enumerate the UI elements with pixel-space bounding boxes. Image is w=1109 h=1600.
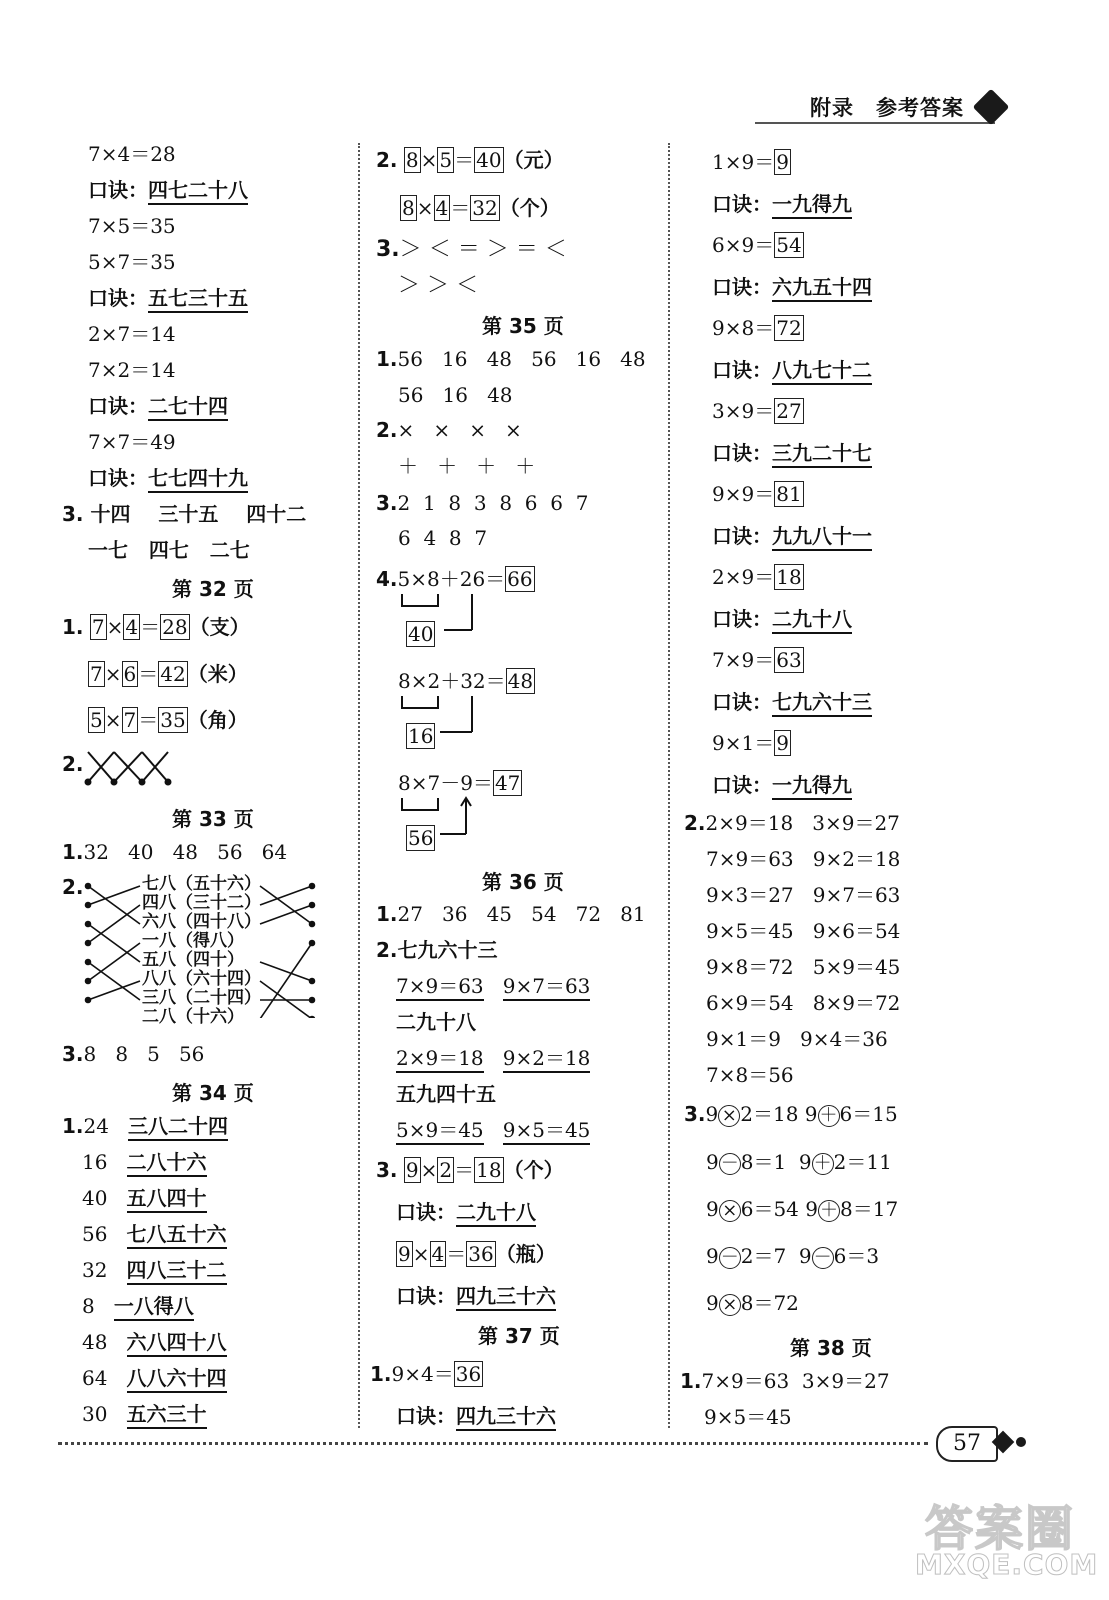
c3-q2-row: 9×3＝27 9×7＝63 [706, 883, 901, 907]
p33-q2-label: 2. [62, 875, 84, 899]
c3-q3-row: 9 － 2＝7 9 － 6＝3 [706, 1244, 880, 1268]
c3-q3-row: 9 － 8＝1 9 ＋ 2＝11 [706, 1150, 892, 1174]
p32-q1-row-2: 7 × 6 ＝ 42 （米） [90, 662, 248, 686]
equation: 2×7＝14 [88, 322, 176, 346]
section-heading-p32: 第 32 页 [172, 577, 254, 601]
section-heading-p34: 第 34 页 [172, 1081, 254, 1105]
p32-q2-matching-lines [84, 748, 174, 788]
list-item: 七八（五十六） [142, 874, 261, 894]
p34-row: 30 五六三十 [82, 1400, 207, 1428]
column-divider-2 [668, 143, 670, 1428]
c3-q3-row: 3.9 × 2＝18 9 ＋ 6＝15 [684, 1102, 898, 1126]
header-rule [755, 122, 995, 124]
c3-eq: 1×9＝ 9 [712, 150, 789, 174]
p32-q1-row-1: 1. 7 × 4 ＝ 28 （支） [62, 615, 250, 639]
p35-q4-a-mid: 40 [408, 622, 434, 646]
koujue-line: 口诀：一九得九 [712, 190, 852, 218]
header-diamond-icon [973, 89, 1010, 126]
footer-dot-icon [1016, 1437, 1026, 1447]
koujue-line: 口诀：八九七十二 [712, 356, 872, 384]
c3-eq: 7×9＝ 63 [712, 648, 802, 672]
p35-q4-b: 8×2＋32＝ 48 [398, 669, 534, 693]
p35-q2-row-1: 2.× × × × [376, 418, 522, 442]
list-item: 六八（四十八） [142, 912, 261, 932]
p35-q4-c: 8×7－9＝ 47 [398, 771, 521, 795]
c3-q2-row: 6×9＝54 8×9＝72 [706, 991, 901, 1015]
p37-q1: 1.9×4＝ 36 [370, 1362, 482, 1386]
p36-q2-eq3: 5×9＝45 9×5＝45 [396, 1116, 590, 1144]
p35-q4-c-mid: 56 [408, 826, 434, 850]
koujue-line: 口诀：二七十四 [88, 392, 228, 420]
p36-q2-k2: 二九十八 [396, 1010, 476, 1034]
p34-row: 16 二八十六 [82, 1148, 207, 1176]
minus-circle-icon: － [720, 1152, 739, 1174]
equation: 5×7＝35 [88, 250, 176, 274]
list-item: 五八（四十） [142, 950, 244, 970]
minus-circle-icon: － [720, 1246, 739, 1268]
p35-q1-row-2: 56 16 48 [398, 383, 513, 407]
times-circle-icon: × [719, 1294, 741, 1316]
koujue-line: 口诀：九九八十一 [712, 522, 872, 550]
p35-q4-b-mid: 16 [408, 724, 434, 748]
c3-eq: 9×8＝ 72 [712, 316, 802, 340]
koujue-line: 口诀：七九六十三 [712, 688, 872, 716]
koujue-line: 口诀：四九三十六 [396, 1402, 556, 1430]
p36-q2-eq1: 7×9＝63 9×7＝63 [396, 972, 590, 1000]
c3-q2-row: 9×5＝45 9×6＝54 [706, 919, 901, 943]
list-item: 三八（二十四） [142, 988, 261, 1008]
c3-eq: 2×9＝ 18 [712, 565, 802, 589]
times-circle-icon: × [719, 1200, 741, 1222]
equation: 7×2＝14 [88, 358, 176, 382]
koujue-line: 口诀：一九得九 [712, 771, 852, 799]
c3-q2-row: 7×9＝63 9×2＝18 [706, 847, 901, 871]
header-appendix: 附录 [810, 96, 854, 120]
p33-q1: 1.32 40 48 56 64 [62, 840, 288, 864]
c3-eq: 6×9＝ 54 [712, 233, 802, 257]
koujue-line: 口诀：五七三十五 [88, 284, 248, 312]
p35-q3-row-2: 6 4 8 7 [398, 526, 488, 550]
list-item: 八八（六十四） [142, 969, 261, 989]
p34-row: 56 七八五十六 [82, 1220, 227, 1248]
list-item: 四八（三十二） [142, 893, 261, 913]
c3-q2-row: 7×8＝56 [706, 1063, 794, 1087]
p32-q2-label: 2. [62, 752, 84, 776]
p36-q1: 1.27 36 45 54 72 81 [376, 902, 646, 926]
koujue-line: 口诀：四七二十八 [88, 176, 248, 204]
column-divider-1 [358, 143, 360, 1428]
koujue-line: 口诀：六九五十四 [712, 273, 872, 301]
p34-row: 1.24 三八二十四 [62, 1112, 228, 1140]
section-heading-p35: 第 35 页 [482, 314, 564, 338]
p34-row: 64 八八六十四 [82, 1364, 227, 1392]
p35-q2-row-2: ＋ ＋ ＋ ＋ [398, 454, 536, 478]
c3-q3-row: 9 × 6＝54 9 ＋ 8＝17 [706, 1197, 899, 1221]
c2-q3-row-2: ＞ ＞ ＜ [398, 273, 479, 298]
list-item: 一八（得八） [142, 931, 244, 951]
p35-q3-row-1: 3.2 1 8 3 8 6 6 7 [376, 491, 589, 515]
footer-dotted-rule [58, 1442, 928, 1445]
p35-q4-a: 4.5×8＋26＝ 66 [376, 567, 533, 591]
c3-q2-row: 9×8＝72 5×9＝45 [706, 955, 901, 979]
equation: 7×4＝28 [88, 142, 176, 166]
c3-q2-row: 9×1＝9 9×4＝36 [706, 1027, 888, 1051]
p33-q2-matching-lines [80, 878, 320, 1018]
header-answers: 参考答案 [876, 96, 964, 120]
p38-q1-row-1: 1.7×9＝63 3×9＝27 [680, 1369, 890, 1393]
c2-q2-row-2: 8 × 4 ＝ 32 （个） [402, 196, 560, 220]
section-heading-p37: 第 37 页 [478, 1324, 560, 1348]
koujue-line: 口诀：二九十八 [396, 1198, 536, 1226]
c2-q3-row-1: 3.＞ ＜ ＝ ＞ ＝ ＜ [376, 237, 567, 262]
c2-q2-row-1: 2. 8 × 5 ＝ 40 （元） [376, 148, 564, 172]
watermark-url: MXQE.COM [915, 1548, 1099, 1581]
c3-q2-row: 2.2×9＝18 3×9＝27 [684, 811, 900, 835]
p34-row: 40 五八四十 [82, 1184, 207, 1212]
koujue-line: 口诀：七七四十九 [88, 464, 248, 492]
p38-q1-row-2: 9×5＝45 [704, 1405, 792, 1429]
p33-q3: 3.8 8 5 56 [62, 1042, 205, 1066]
p36-q3-b: 9 × 4 ＝ 36 （瓶） [398, 1242, 556, 1266]
koujue-line: 口诀：四九三十六 [396, 1282, 556, 1310]
list-item: 二八（十六） [142, 1007, 244, 1027]
p34-row: 32 四八三十二 [82, 1256, 227, 1284]
times-circle-icon: × [718, 1105, 740, 1127]
c3-eq: 9×9＝ 81 [712, 482, 802, 506]
p36-q2-eq2: 2×9＝18 9×2＝18 [396, 1044, 590, 1072]
section-heading-p36: 第 36 页 [482, 870, 564, 894]
page-header [810, 92, 964, 122]
p34-row: 48 六八四十八 [82, 1328, 227, 1356]
c3-q3-row: 9 × 8＝72 [706, 1291, 799, 1315]
p32-q1-row-3: 5 × 7 ＝ 35 （角） [90, 708, 248, 732]
plus-circle-icon: ＋ [819, 1104, 838, 1126]
p36-q3-a: 3. 9 × 2 ＝ 18 （个） [376, 1158, 564, 1182]
p36-q2-k3: 五九四十五 [396, 1082, 496, 1106]
question-3-row-1: 3. 十四 三十五 四十二 [62, 502, 307, 526]
equation: 7×7＝49 [88, 430, 176, 454]
p34-row: 8 一八得八 [82, 1292, 194, 1320]
koujue-line: 口诀：三九二十七 [712, 439, 872, 467]
koujue-line: 口诀：二九十八 [712, 605, 852, 633]
c3-eq: 3×9＝ 27 [712, 399, 802, 423]
c3-eq: 9×1＝ 9 [712, 731, 789, 755]
equation: 7×5＝35 [88, 214, 176, 238]
plus-circle-icon: ＋ [813, 1152, 832, 1174]
question-3-row-2: 一七 四七 二七 [88, 538, 250, 562]
section-heading-p38: 第 38 页 [790, 1336, 872, 1360]
watermark-logo: 答案圈 [925, 1501, 1076, 1557]
p35-q1-row-1: 1.56 16 48 56 16 48 [376, 347, 646, 371]
plus-circle-icon: ＋ [820, 1199, 839, 1221]
page-number: 57 [936, 1426, 998, 1462]
p36-q2-k1: 2.七九六十三 [376, 938, 498, 962]
minus-circle-icon: － [813, 1246, 832, 1268]
section-heading-p33: 第 33 页 [172, 807, 254, 831]
